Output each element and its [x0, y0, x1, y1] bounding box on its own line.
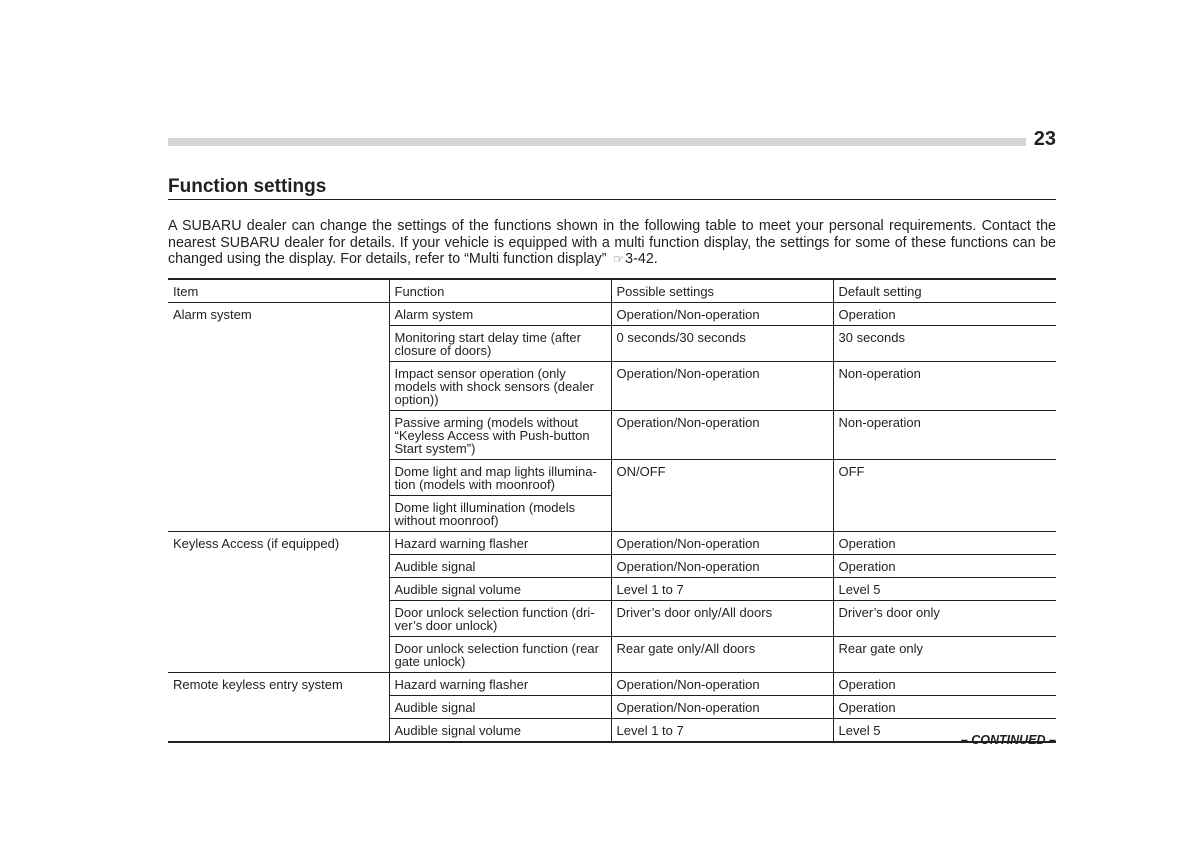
- intro-text: A SUBARU dealer can change the settings of the functions shown in the following table to meet your personal requirements. Contact the nearest SUBARU dealer for details. If your vehicle is equipped with a multi function display, the settings for some of these functions can be changed using the display. For details, refer to “Multi function display”: [168, 218, 1056, 267]
- default-setting-cell: Rear gate only: [833, 637, 1056, 673]
- page-reference-icon: ☞: [613, 252, 625, 266]
- function-cell: Dome light illumination (models without moonroof): [389, 496, 611, 532]
- header-rule: [168, 138, 1026, 146]
- possible-settings-cell: Operation/Non-operation: [611, 555, 833, 578]
- possible-settings-cell: Level 1 to 7: [611, 578, 833, 601]
- default-setting-cell: Non-operation: [833, 411, 1056, 460]
- possible-settings-cell: Rear gate only/All doors: [611, 637, 833, 673]
- possible-settings-cell: Operation/Non-operation: [611, 362, 833, 411]
- section-title: Function settings: [168, 174, 1056, 200]
- function-cell: Impact sensor operation (only models with shock sensors (dealer option)): [389, 362, 611, 411]
- possible-settings-cell: Operation/Non-operation: [611, 532, 833, 555]
- continued-label: – CONTINUED –: [960, 733, 1056, 747]
- column-header-possible-settings: Possible settings: [611, 279, 833, 303]
- table-row: [168, 532, 1056, 555]
- default-setting-cell: Level 5: [833, 719, 1056, 743]
- possible-settings-cell: Operation/Non-operation: [611, 411, 833, 460]
- column-header-function: Function: [389, 279, 611, 303]
- default-setting-cell: Operation: [833, 303, 1056, 326]
- default-setting-cell: Driver’s door only: [833, 601, 1056, 637]
- function-cell: Audible signal: [389, 555, 611, 578]
- function-cell: Passive arming (models without “Keyless Access with Push-button Start system”): [389, 411, 611, 460]
- function-cell: Door unlock selection function (dri-ver’s door unlock): [389, 601, 611, 637]
- function-cell: Monitoring start delay time (after closure of doors): [389, 326, 611, 362]
- item-cell: Keyless Access (if equipped): [168, 532, 389, 673]
- table-row: [168, 673, 1056, 696]
- function-settings-table: [168, 278, 1056, 743]
- function-cell: Dome light and map lights illumina-tion (models with moonroof): [389, 460, 611, 496]
- possible-settings-cell: ON/OFF: [611, 460, 833, 532]
- function-cell: Audible signal volume: [389, 719, 611, 743]
- table-header-row: [168, 279, 1056, 303]
- function-cell: Hazard warning flasher: [389, 673, 611, 696]
- default-setting-cell: 30 seconds: [833, 326, 1056, 362]
- table-row: [168, 303, 1056, 326]
- function-cell: Audible signal volume: [389, 578, 611, 601]
- possible-settings-cell: 0 seconds/30 seconds: [611, 326, 833, 362]
- possible-settings-cell: Level 1 to 7: [611, 719, 833, 743]
- function-cell: Audible signal: [389, 696, 611, 719]
- column-header-default-setting: Default setting: [833, 279, 1056, 303]
- item-cell: Remote keyless entry system: [168, 673, 389, 743]
- possible-settings-cell: Operation/Non-operation: [611, 303, 833, 326]
- column-header-item: Item: [173, 284, 199, 299]
- default-setting-cell: Non-operation: [833, 362, 1056, 411]
- function-cell: Alarm system: [389, 303, 611, 326]
- intro-paragraph: [168, 218, 1056, 268]
- default-setting-cell: Operation: [833, 673, 1056, 696]
- function-cell: Hazard warning flasher: [389, 532, 611, 555]
- possible-settings-cell: Operation/Non-operation: [611, 696, 833, 719]
- default-setting-cell: Operation: [833, 532, 1056, 555]
- possible-settings-cell: Driver’s door only/All doors: [611, 601, 833, 637]
- default-setting-cell: Operation: [833, 696, 1056, 719]
- default-setting-cell: Level 5: [833, 578, 1056, 601]
- function-cell: Door unlock selection function (rear gate unlock): [389, 637, 611, 673]
- possible-settings-cell: Operation/Non-operation: [611, 673, 833, 696]
- page-reference: 3-42.: [625, 251, 658, 267]
- default-setting-cell: Operation: [833, 555, 1056, 578]
- item-cell: Alarm system: [168, 303, 389, 532]
- default-setting-cell: OFF: [833, 460, 1056, 532]
- page-number: 23: [1033, 128, 1056, 150]
